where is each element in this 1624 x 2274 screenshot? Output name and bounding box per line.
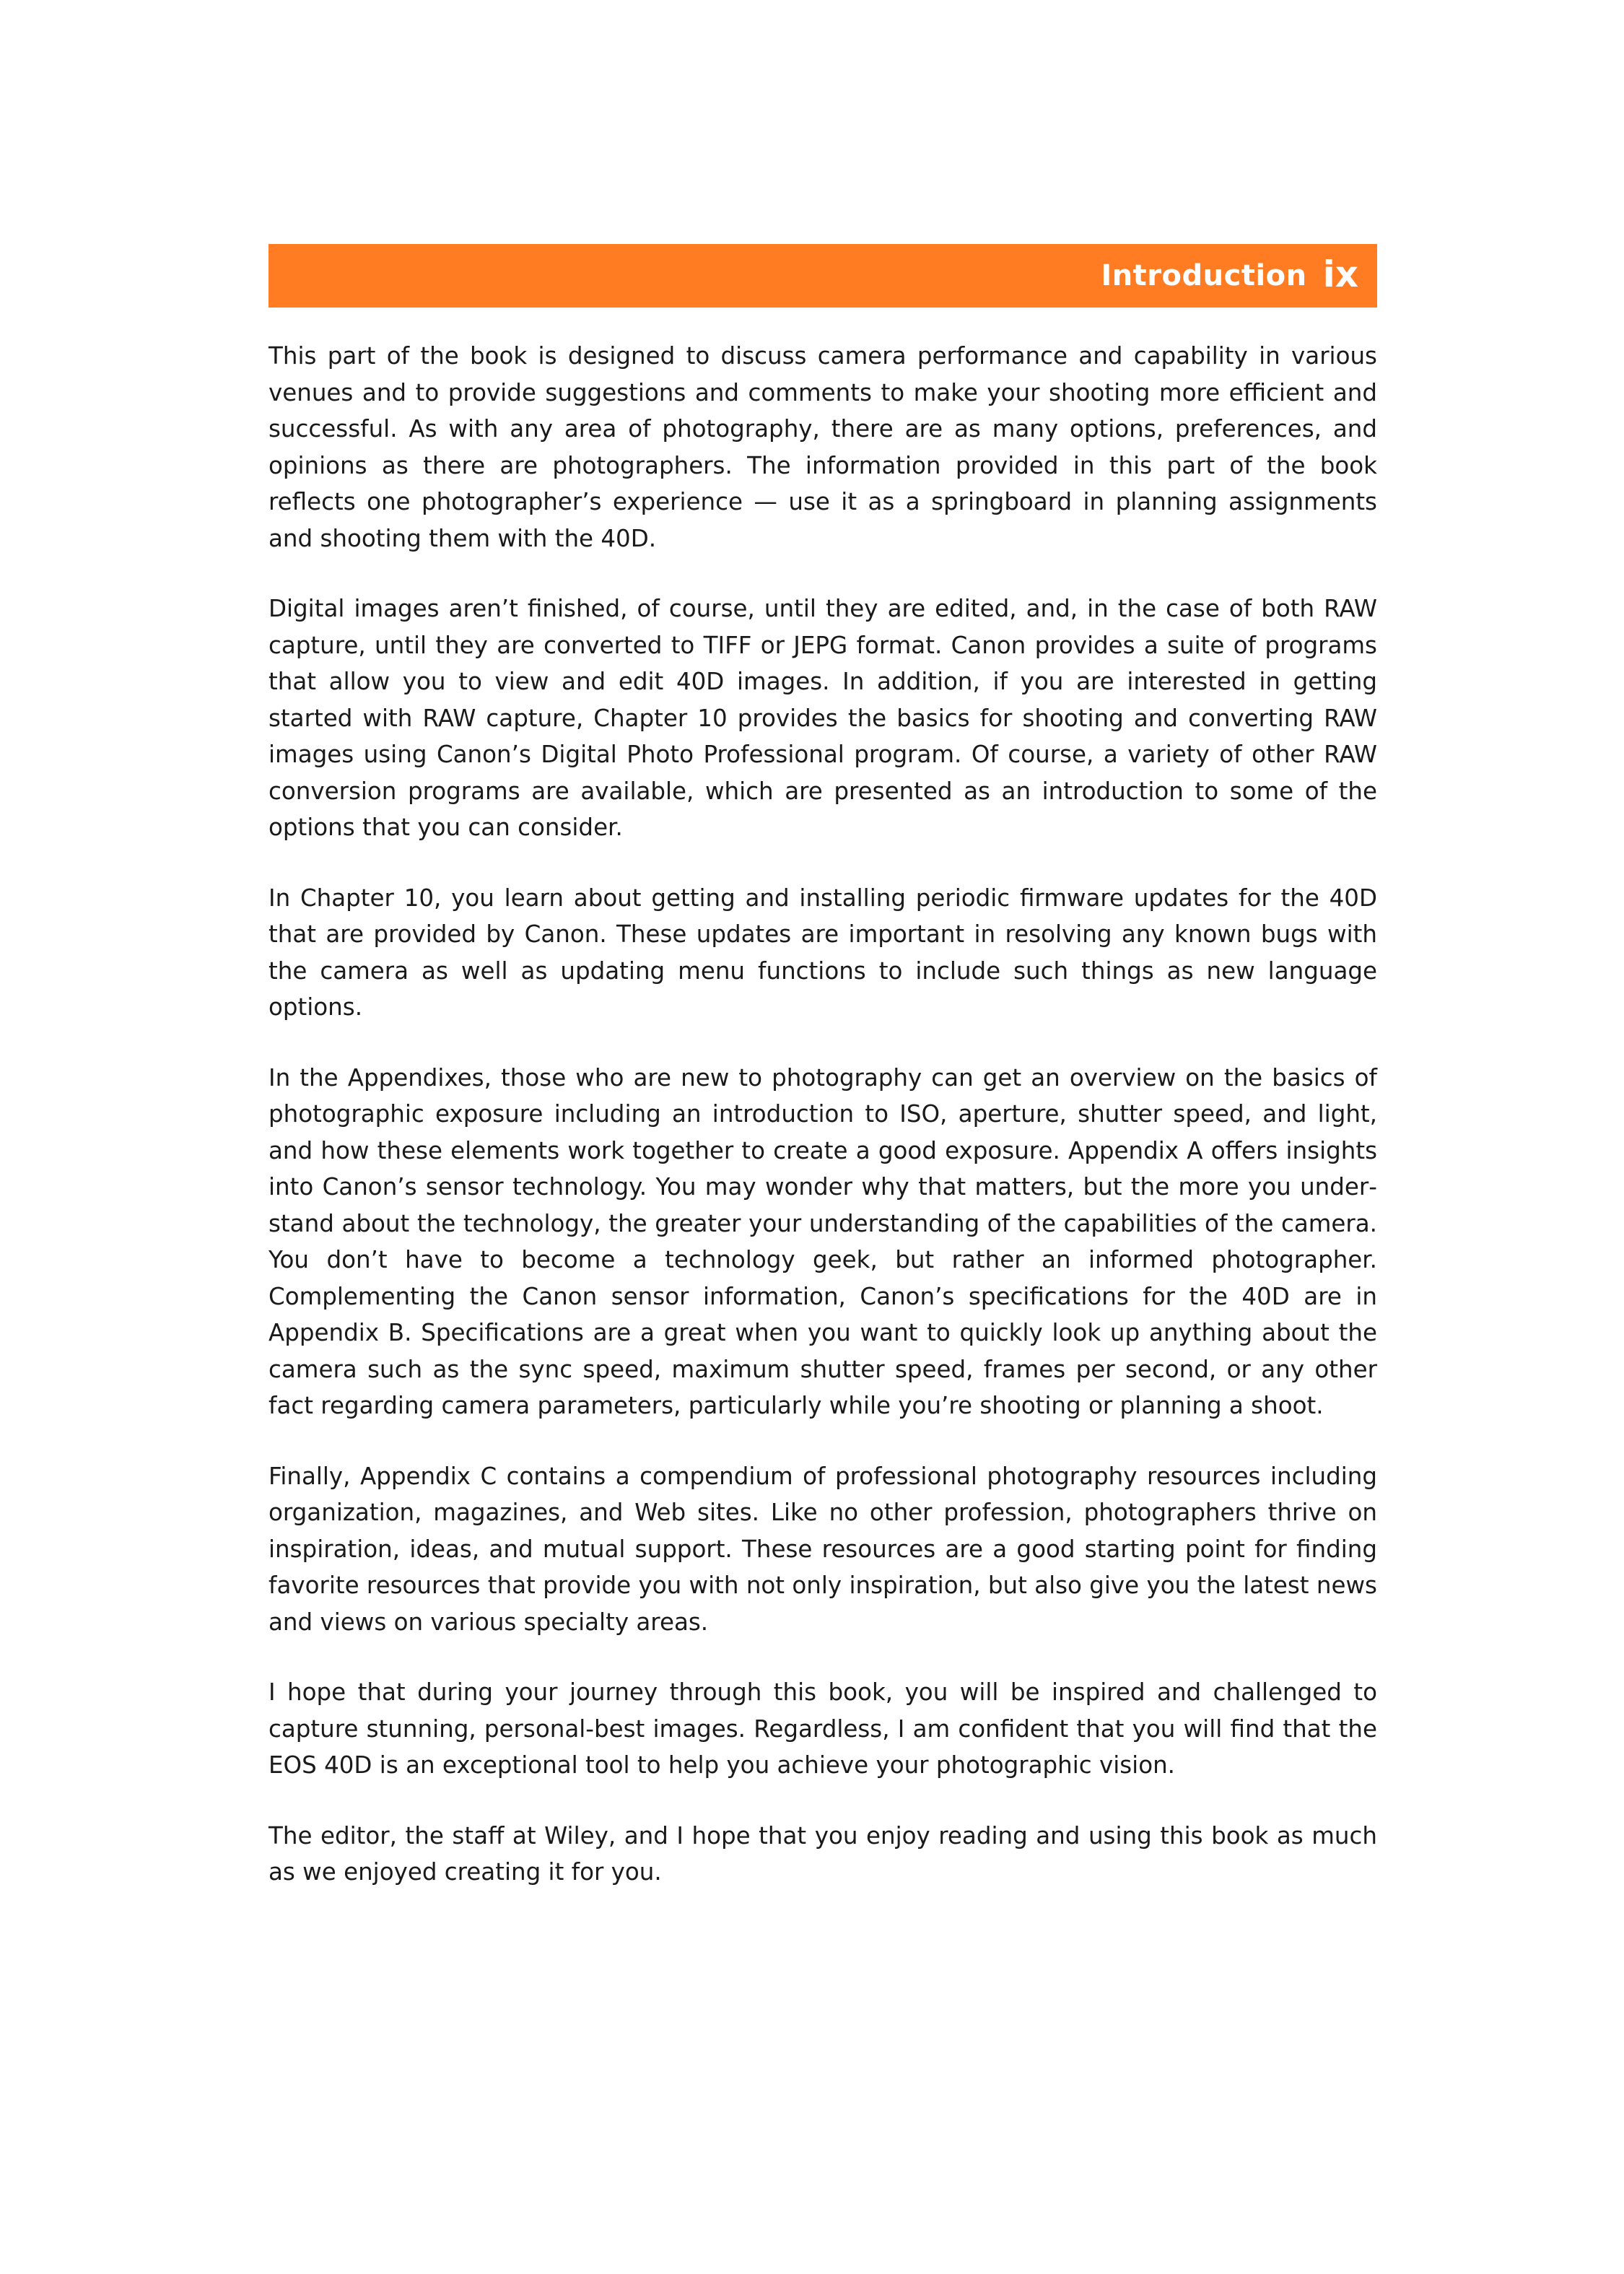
paragraph-1: This part of the book is designed to discuss camera performance and capability in various venues and to provide suggestions and comments to make your shooting more efficient and successful. As with any area of photography, there are as many options, preferences, and opinions as there are photographers. The information provided in this part of the book reflects one photographer’s experience — use it as a springboard in planning assignments and shooting them with the 40D.	[269, 342, 1377, 552]
paragraph-2: Digital images aren’t finished, of course, until they are edited, and, in the case of both RAW capture, until they are converted to TIFF or JEPG format. Canon provides a suite of programs that allow you to view and edit 40D images. In addition, if you are interested in getting started with RAW capture, Chapter 10 provides the basics for shooting and converting RAW images using Canon’s Digital Photo Professional program. Of course, a variety of other RAW conversion programs are available, which are presented as an introduction to some of the options that you can consider.	[269, 595, 1377, 841]
running-header-bar	[269, 244, 1377, 308]
page-number: ix	[1322, 253, 1358, 295]
paragraph-3: In Chapter 10, you learn about getting and installing periodic firmware updates for the 40D that are provided by Canon. These updates are important in resolving any known bugs with the camera as well as updating menu functions to include such things as new language options.	[269, 884, 1377, 1021]
paragraph-6: I hope that during your journey through this book, you will be inspired and challenged to capture stunning, personal-best images. Regardless, I am confident that you will find that the EOS 40D is an exceptional tool to help you achieve your photographic vision.	[269, 1678, 1377, 1779]
body-text	[269, 338, 1377, 1891]
paragraph-5: Finally, Appendix C contains a compendium of professional photography resources including organization, magazines, and Web sites. Like no other profession, photographers thrive on inspiration, ideas, and mutual support. These resources are a good starting point for finding favorite resources that provide you with not only inspiration, but also give you the latest news and views on various specialty areas.	[269, 1462, 1377, 1636]
paragraph-4: In the Appendixes, those who are new to photography can get an overview on the basics of photographic exposure including an introduction to ISO, aperture, shutter speed, and light, and how these elements work together to create a good exposure. Appendix A offers insights into Canon’s sensor technology. You may wonder why that matters, but the more you understand about the technology, the greater your understanding of the capabilities of the camera. You don’t have to become a technology geek, but rather an informed photographer. Complementing the Canon sensor information, Canon’s specifications for the 40D are in Appendix B. Specifications are a great when you want to quickly look up anything about the camera such as the sync speed, maximum shutter speed, frames per second, or any other fact regarding camera parameters, particularly while you’re shooting or planning a shoot.	[269, 1063, 1377, 1419]
paragraph-7: The editor, the staff at Wiley, and I hope that you enjoy reading and using this book as much as we enjoyed creating it for you.	[269, 1821, 1377, 1886]
section-title: Introduction	[1101, 259, 1307, 292]
